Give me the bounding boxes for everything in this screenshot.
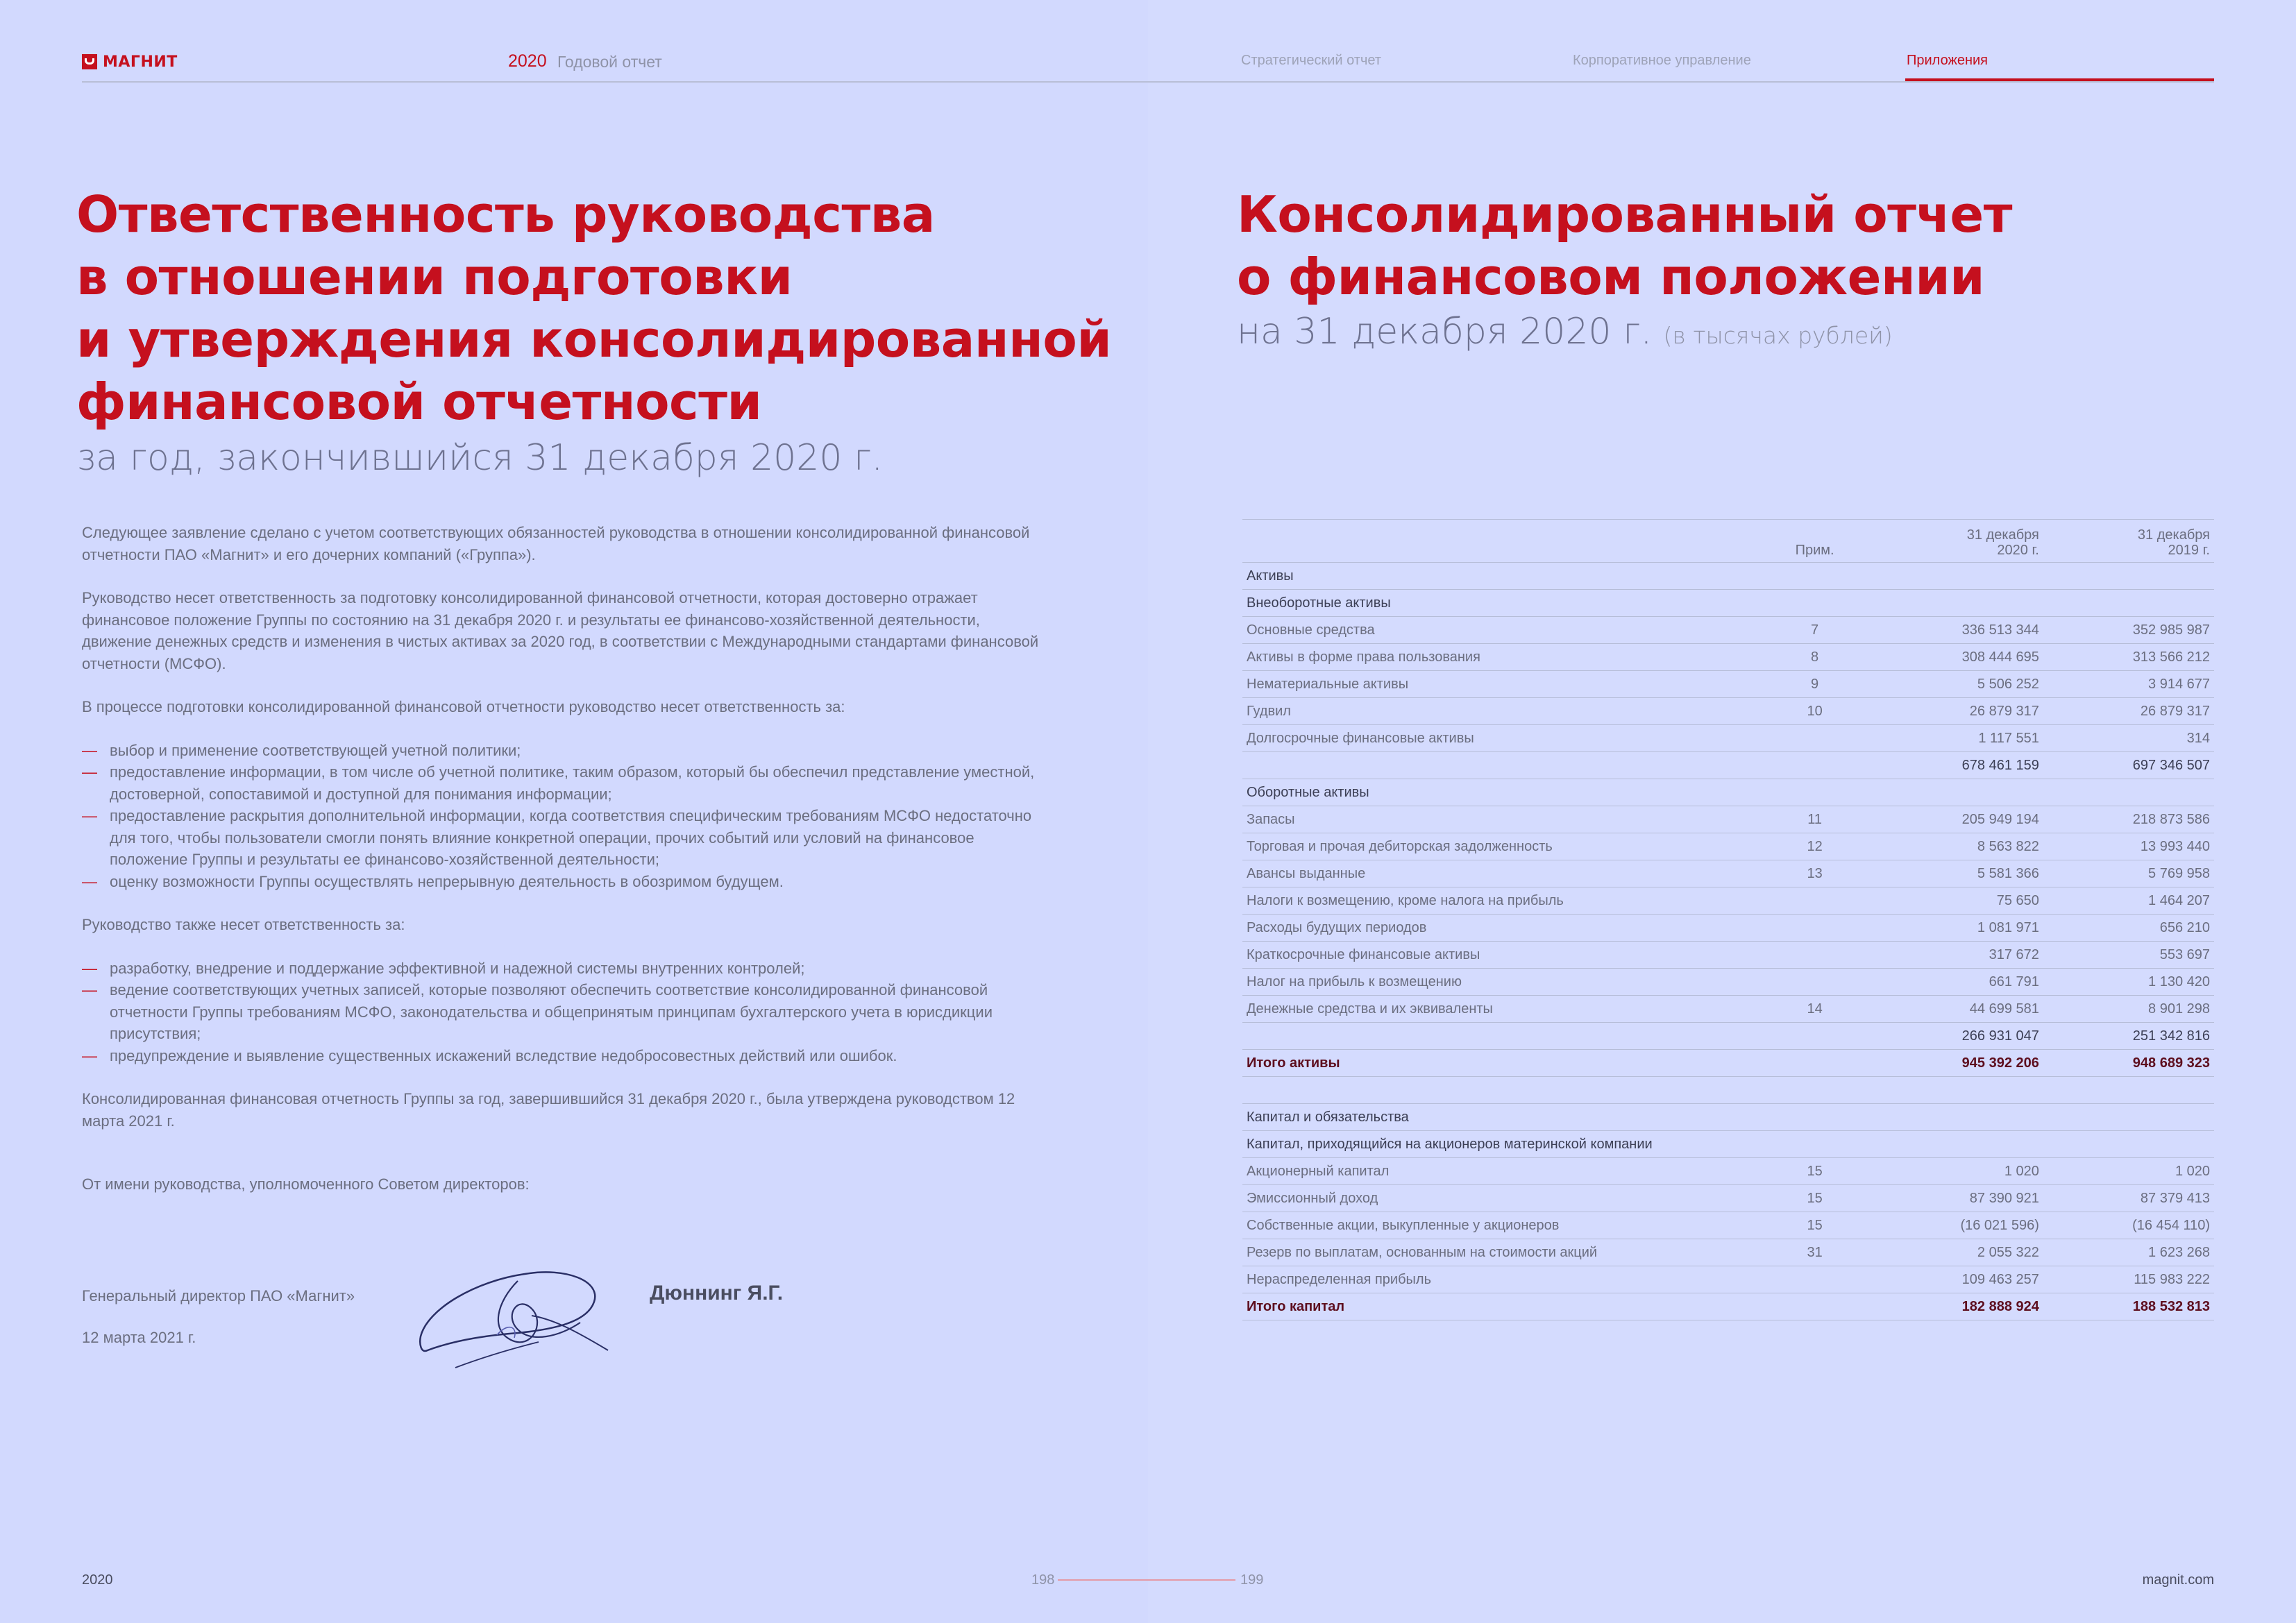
table-row: [1242, 671, 2214, 698]
paragraph: В процессе подготовки консолидированной финансовой отчетности руководство несет ответственность за:: [82, 698, 845, 715]
header-divider-left: [82, 81, 1148, 83]
row-value-2020: [1866, 563, 2043, 590]
row-value-2020: 26 879 317: [1866, 698, 2043, 725]
row-note: 15: [1764, 1212, 1866, 1239]
row-note: [1764, 1077, 1866, 1104]
header-note: Прим.: [1764, 520, 1866, 563]
table-row: [1242, 1023, 2214, 1050]
responsibilities-list: [82, 740, 1054, 893]
row-value-2019: (16 454 110): [2043, 1212, 2214, 1239]
table-row: [1242, 1239, 2214, 1266]
on-behalf-text: От имени руководства, уполномоченного Советом директоров:: [82, 1175, 530, 1193]
nav-appendices[interactable]: Приложения: [1907, 53, 1989, 68]
row-value-2020: 205 949 194: [1866, 806, 2043, 833]
row-label: Собственные акции, выкупленные у акционеров: [1242, 1212, 1764, 1239]
row-note: [1764, 779, 1866, 806]
table-row: [1242, 644, 2214, 671]
row-value-2020: (16 021 596): [1866, 1212, 2043, 1239]
row-note: [1764, 563, 1866, 590]
row-value-2020: 661 791: [1866, 969, 2043, 996]
row-label: Нематериальные активы: [1242, 671, 1764, 698]
row-value-2019: 5 769 958: [2043, 860, 2214, 887]
row-note: 15: [1764, 1158, 1866, 1185]
row-value-2020: [1866, 590, 2043, 617]
header-divider-right: [1148, 81, 2214, 83]
row-value-2020: 75 650: [1866, 887, 2043, 915]
row-value-2020: 2 055 322: [1866, 1239, 2043, 1266]
list-item: — предупреждение и выявление существенных искажений вследствие недобросовестных действий или ошибок.: [82, 1045, 1054, 1067]
row-value-2019: 115 983 222: [2043, 1266, 2214, 1293]
row-label: Резерв по выплатам, основанным на стоимости акций: [1242, 1239, 1764, 1266]
row-value-2019: 1 130 420: [2043, 969, 2214, 996]
row-note: 14: [1764, 996, 1866, 1023]
row-label: Оборотные активы: [1242, 779, 1764, 806]
row-note: 10: [1764, 698, 1866, 725]
header-2019-line1: 31 декабря: [2137, 527, 2210, 543]
header-label-cell: [1242, 520, 1764, 563]
table-row: [1242, 617, 2214, 644]
nav-strategic-report[interactable]: Стратегический отчет: [1241, 53, 1382, 68]
row-note: [1764, 942, 1866, 969]
table-row: [1242, 752, 2214, 779]
row-value-2020: 44 699 581: [1866, 996, 2043, 1023]
header-2020: [1866, 520, 2043, 563]
row-value-2020: 1 117 551: [1866, 725, 2043, 752]
row-value-2019: [2043, 1077, 2214, 1104]
footer-year: 2020: [82, 1572, 113, 1588]
row-value-2019: 314: [2043, 725, 2214, 752]
row-value-2019: [2043, 779, 2214, 806]
row-label: Внеоборотные активы: [1242, 590, 1764, 617]
row-label: Авансы выданные: [1242, 860, 1764, 887]
row-note: [1764, 1023, 1866, 1050]
table-row: [1242, 1158, 2214, 1185]
right-page-subtitle: [1237, 311, 1893, 352]
row-note: [1764, 725, 1866, 752]
row-value-2019: 1 623 268: [2043, 1239, 2214, 1266]
page-number-right: 199: [1240, 1572, 1264, 1588]
row-value-2019: 13 993 440: [2043, 833, 2214, 860]
paragraph: Следующее заявление сделано с учетом соответствующих обязанностей руководства в отношении консолидированной финансовой отчетности ПАО «Магнит» и его дочерних компаний («Группа»).: [82, 524, 1030, 563]
list-item: — оценку возможности Группы осуществлять непрерывную деятельность в обозримом будущем.: [82, 871, 1054, 893]
row-note: 31: [1764, 1239, 1866, 1266]
table-row: [1242, 1293, 2214, 1320]
row-value-2019: [2043, 563, 2214, 590]
row-value-2019: 313 566 212: [2043, 644, 2214, 671]
row-value-2019: 1 020: [2043, 1158, 2214, 1185]
row-label: [1242, 1077, 1764, 1104]
row-label: [1242, 752, 1764, 779]
row-note: 7: [1764, 617, 1866, 644]
row-value-2019: 656 210: [2043, 915, 2214, 942]
row-label: Гудвил: [1242, 698, 1764, 725]
logo-text: МАГНИТ: [103, 53, 178, 71]
row-label: Активы: [1242, 563, 1764, 590]
row-value-2019: 352 985 987: [2043, 617, 2214, 644]
row-value-2020: 266 931 047: [1866, 1023, 2043, 1050]
row-note: 11: [1764, 806, 1866, 833]
nav-active-underline: [1905, 78, 2214, 81]
table-row: [1242, 1266, 2214, 1293]
row-value-2020: 336 513 344: [1866, 617, 2043, 644]
row-label: Налоги к возмещению, кроме налога на прибыль: [1242, 887, 1764, 915]
list-item: — выбор и применение соответствующей учетной политики;: [82, 740, 1054, 762]
table-row: [1242, 698, 2214, 725]
footer-page-divider: [1058, 1579, 1235, 1581]
paragraph: Руководство несет ответственность за подготовку консолидированной финансовой отчетности, которая достоверно отражает финансовое положение Группы по состоянию на 31 декабря 2020 г. и результаты ее финансово-хозяйственной деятельности, движение денежных средств и изменения в чистых активах за 2020 год, в соответствии с Международными стандартами финансовой отчетности (МСФО).: [82, 589, 1039, 672]
list-item: — ведение соответствующих учетных записей, которые позволяют обеспечить соответствие консолидированной финансовой отчетности Группы требованиям МСФО, законодательства и общепринятым принципам бухгалтерского учета в юрисдикции присутствия;: [82, 979, 1054, 1045]
table-row: [1242, 563, 2214, 590]
row-value-2019: 26 879 317: [2043, 698, 2214, 725]
right-title-line: Консолидированный отчет: [1237, 185, 2012, 244]
row-value-2020: 317 672: [1866, 942, 2043, 969]
row-value-2020: 5 506 252: [1866, 671, 2043, 698]
row-note: [1764, 752, 1866, 779]
table-header-row: [1242, 520, 2214, 563]
table-row: [1242, 996, 2214, 1023]
row-note: 9: [1764, 671, 1866, 698]
table-row: [1242, 833, 2214, 860]
table-row: [1242, 1104, 2214, 1131]
row-label: Акционерный капитал: [1242, 1158, 1764, 1185]
signer-title: Генеральный директор ПАО «Магнит»: [82, 1287, 355, 1305]
row-note: [1764, 915, 1866, 942]
row-value-2019: 1 464 207: [2043, 887, 2214, 915]
row-label: Денежные средства и их эквиваленты: [1242, 996, 1764, 1023]
table-row: [1242, 1077, 2214, 1104]
magnit-logo[interactable]: [82, 53, 178, 71]
row-label: Расходы будущих периодов: [1242, 915, 1764, 942]
row-note: 13: [1764, 860, 1866, 887]
paragraph: Руководство также несет ответственность за:: [82, 916, 405, 933]
row-value-2020: [1866, 1077, 2043, 1104]
table-row: [1242, 779, 2214, 806]
row-note: [1764, 1266, 1866, 1293]
row-value-2020: 8 563 822: [1866, 833, 2043, 860]
row-label: Капитал и обязательства: [1242, 1104, 1764, 1131]
row-value-2020: 308 444 695: [1866, 644, 2043, 671]
additional-responsibilities-list: [82, 958, 1054, 1067]
row-label: Итого активы: [1242, 1050, 1764, 1077]
table-row: [1242, 1185, 2214, 1212]
row-note: [1764, 1050, 1866, 1077]
list-item: — разработку, внедрение и поддержание эффективной и надежной системы внутренних контролей;: [82, 958, 1054, 980]
table-body: [1242, 563, 2214, 1320]
row-value-2020: 87 390 921: [1866, 1185, 2043, 1212]
row-value-2019: 3 914 677: [2043, 671, 2214, 698]
header-year: 2020: [508, 51, 547, 71]
left-page-subtitle: за год, закончившийся 31 декабря 2020 г.: [76, 437, 884, 479]
row-label: Нераспределенная прибыль: [1242, 1266, 1764, 1293]
row-value-2019: [2043, 590, 2214, 617]
row-label: Капитал, приходящийся на акционеров материнской компании: [1242, 1131, 1764, 1158]
row-value-2019: 87 379 413: [2043, 1185, 2214, 1212]
table-row: [1242, 1131, 2214, 1158]
row-note: 15: [1764, 1185, 1866, 1212]
row-value-2020: [1866, 1131, 2043, 1158]
row-value-2019: 251 342 816: [2043, 1023, 2214, 1050]
row-note: [1764, 969, 1866, 996]
list-item: — предоставление информации, в том числе об учетной политике, таким образом, который бы обеспечил представление уместной, достоверной, сопоставимой и доступной для понимания информации;: [82, 761, 1054, 805]
right-title-line: о финансовом положении: [1237, 248, 1985, 306]
subtitle-date: на 31 декабря 2020 г.: [1237, 311, 1653, 352]
table-row: [1242, 1050, 2214, 1077]
row-label: [1242, 1023, 1764, 1050]
nav-corporate-governance[interactable]: Корпоративное управление: [1573, 53, 1751, 68]
row-value-2020: 678 461 159: [1866, 752, 2043, 779]
row-value-2019: 8 901 298: [2043, 996, 2214, 1023]
subtitle-units: (в тысячах рублей): [1663, 322, 1893, 349]
magnit-logo-icon: [82, 54, 97, 69]
header-2020-line1: 31 декабря: [1966, 527, 2039, 543]
left-title-line: и утверждения консолидированной: [76, 310, 1112, 368]
row-note: [1764, 590, 1866, 617]
row-label: Основные средства: [1242, 617, 1764, 644]
row-label: Запасы: [1242, 806, 1764, 833]
left-title-line: в отношении подготовки: [76, 248, 793, 306]
row-note: [1764, 1131, 1866, 1158]
row-note: [1764, 1104, 1866, 1131]
row-value-2020: [1866, 1104, 2043, 1131]
table-row: [1242, 1212, 2214, 1239]
header-2019: [2043, 520, 2214, 563]
row-value-2020: [1866, 779, 2043, 806]
header-report-title: Годовой отчет: [557, 53, 662, 71]
table-row: [1242, 887, 2214, 915]
table-row: [1242, 942, 2214, 969]
table-row: [1242, 915, 2214, 942]
row-value-2019: 553 697: [2043, 942, 2214, 969]
row-value-2019: [2043, 1104, 2214, 1131]
row-label: Краткосрочные финансовые активы: [1242, 942, 1764, 969]
left-title-line: Ответственность руководства: [76, 185, 935, 244]
row-note: 12: [1764, 833, 1866, 860]
table-row: [1242, 969, 2214, 996]
row-value-2019: 218 873 586: [2043, 806, 2214, 833]
table-row: [1242, 725, 2214, 752]
row-value-2019: 188 532 813: [2043, 1293, 2214, 1320]
right-page-title: [1237, 183, 2012, 308]
header-2019-line2: 2019 г.: [2168, 543, 2210, 558]
row-label: Налог на прибыль к возмещению: [1242, 969, 1764, 996]
row-value-2020: 109 463 257: [1866, 1266, 2043, 1293]
row-label: Долгосрочные финансовые активы: [1242, 725, 1764, 752]
sign-date: 12 марта 2021 г.: [82, 1329, 196, 1346]
row-note: [1764, 1293, 1866, 1320]
row-label: Итого капитал: [1242, 1293, 1764, 1320]
row-value-2020: 1 081 971: [1866, 915, 2043, 942]
row-value-2019: [2043, 1131, 2214, 1158]
header-2020-line2: 2020 г.: [1997, 543, 2039, 558]
table-row: [1242, 590, 2214, 617]
left-page-title: [76, 183, 1111, 433]
paragraph: Консолидированная финансовая отчетность Группы за год, завершившийся 31 декабря 2020 г., была утверждена руководством 12 марта 2021 г.: [82, 1090, 1015, 1130]
row-note: 8: [1764, 644, 1866, 671]
table-row: [1242, 860, 2214, 887]
financial-position-table: [1242, 519, 2214, 1320]
row-label: Эмиссионный доход: [1242, 1185, 1764, 1212]
row-value-2019: 948 689 323: [2043, 1050, 2214, 1077]
page-number-left: 198: [1031, 1572, 1055, 1588]
row-note: [1764, 887, 1866, 915]
row-value-2020: 182 888 924: [1866, 1293, 2043, 1320]
signature-image: [414, 1253, 629, 1371]
list-item: — предоставление раскрытия дополнительной информации, когда соответствия специфическим требованиям МСФО недостаточно для того, чтобы пользователи смогли понять влияние конкретной операции, прочих событий или условий на финансовое положение Группы и результаты ее финансово-хозяйственной деятельности;: [82, 805, 1054, 871]
row-label: Активы в форме права пользования: [1242, 644, 1764, 671]
row-value-2020: 1 020: [1866, 1158, 2043, 1185]
footer-site-link[interactable]: magnit.com: [2142, 1572, 2214, 1588]
row-value-2020: 945 392 206: [1866, 1050, 2043, 1077]
row-value-2019: 697 346 507: [2043, 752, 2214, 779]
row-value-2020: 5 581 366: [1866, 860, 2043, 887]
row-label: Торговая и прочая дебиторская задолженность: [1242, 833, 1764, 860]
left-title-line: финансовой отчетности: [76, 373, 762, 431]
table-row: [1242, 806, 2214, 833]
statement-body: [82, 522, 1054, 1153]
signer-name: Дюннинг Я.Г.: [650, 1282, 784, 1305]
